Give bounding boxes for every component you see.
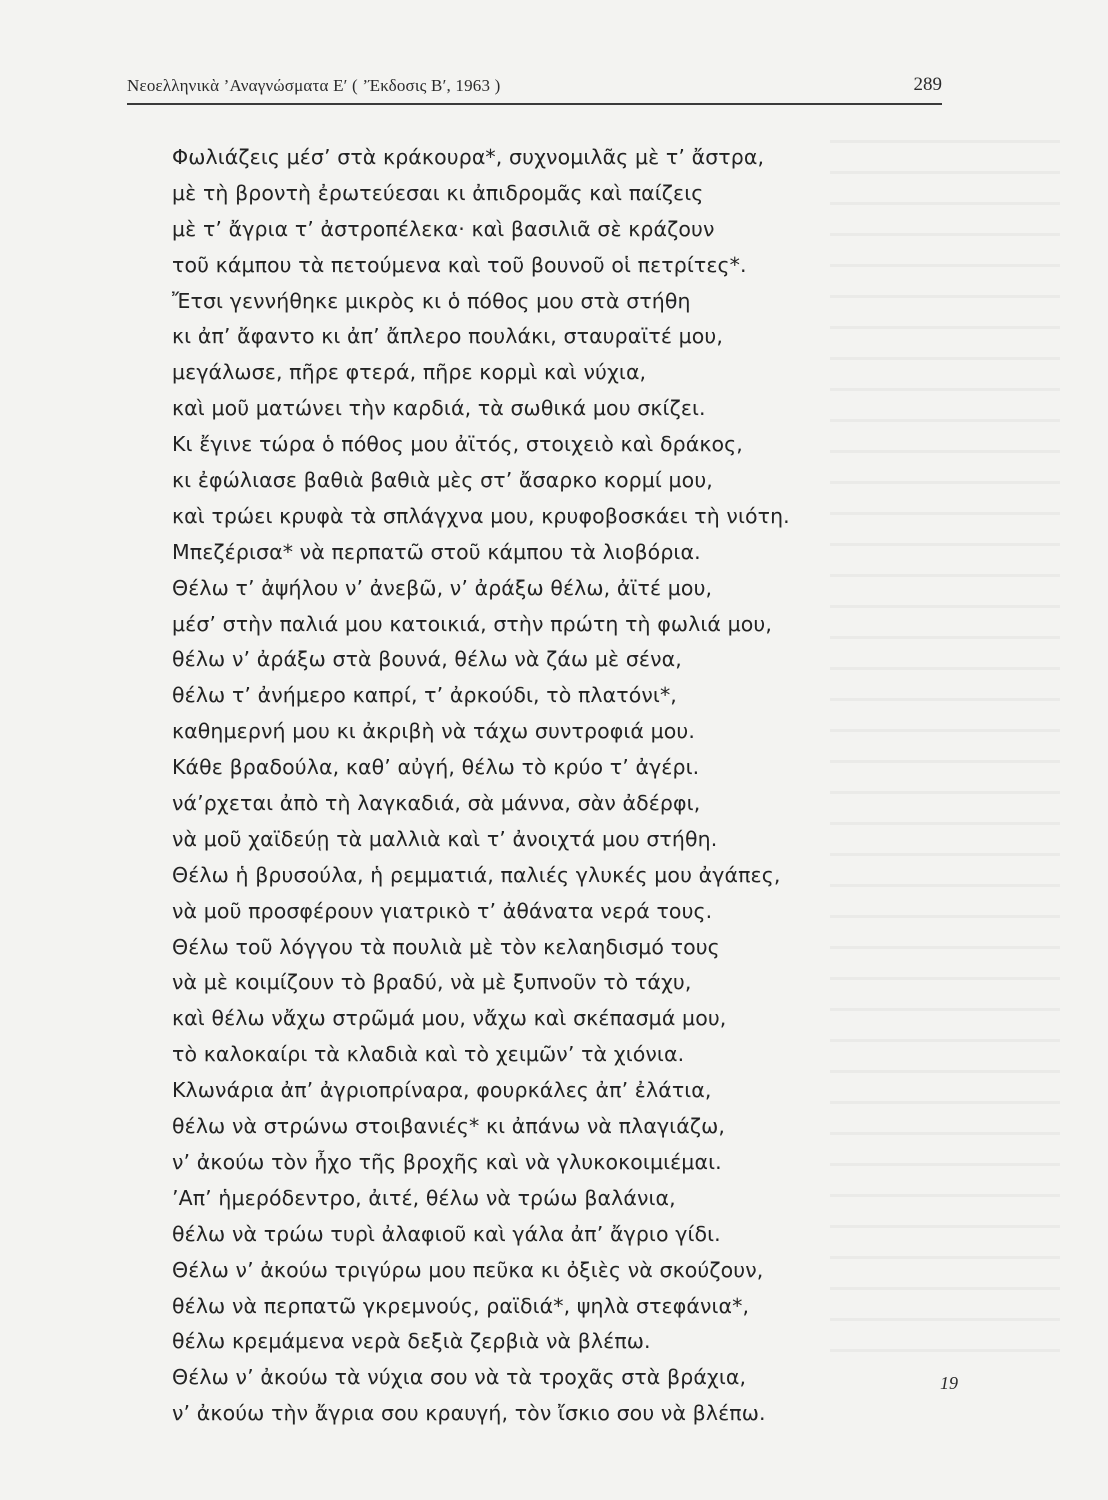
poem-line: θέλω νὰ στρώνω στοιβανιές* κι ἀπάνω νὰ πλαγιάζω, [172, 1114, 725, 1139]
poem-line: θέλω νὰ περπατῶ γκρεμνούς, ραϊδιά*, ψηλὰ στεφάνια*, [172, 1293, 750, 1318]
poem-line: μεγάλωσε, πῆρε φτερά, πῆρε κορμὶ καὶ νύχια, [172, 360, 647, 385]
poem-line: καὶ μοῦ ματώνει τὴν καρδιά, τὰ σωθικά μου σκίζει. [172, 396, 706, 421]
poem-line: Κλωνάρια ἀπ’ ἀγριοπρίναρα, φουρκάλες ἀπ’ ἐλάτια, [172, 1078, 712, 1103]
poem-line: κι ἀπ’ ἄφαντο κι ἀπ’ ἄπλερο πουλάκι, σταυραϊτέ μου, [172, 324, 724, 349]
poem-line: ’Απ’ ἡμερόδεντρο, ἀιτέ, θέλω νὰ τρώω βαλάνια, [172, 1185, 676, 1210]
poem-line: Θέλω ἡ βρυσούλα, ἡ ρεμματιά, παλιές γλυκές μου ἀγάπες, [172, 862, 781, 887]
poem-line: Ἔτσι γεννήθηκε μικρὸς κι ὁ πόθος μου στὰ στήθη [172, 288, 691, 313]
poem-text [172, 140, 972, 1432]
poem-line: Θέλω ν’ ἀκούω τὰ νύχια σου νὰ τὰ τροχᾶς στὰ βράχια, [172, 1365, 747, 1390]
poem-line: Θέλω τοῦ λόγγου τὰ πουλιὰ μὲ τὸν κελαηδισμό τους [172, 934, 720, 959]
poem-line: Κάθε βραδούλα, καθ’ αὐγή, θέλω τὸ κρύο τ’ ἀγέρι. [172, 755, 700, 780]
poem-line: θέλω ν’ ἀράξω στὰ βουνά, θέλω νὰ ζάω μὲ σένα, [172, 647, 682, 672]
poem-line: τὸ καλοκαίρι τὰ κλαδιὰ καὶ τὸ χειμῶν’ τὰ χιόνια. [172, 1042, 685, 1067]
signature-mark: 19 [940, 1373, 958, 1393]
header-rule [127, 103, 942, 105]
poem-line: θέλω κρεμάμενα νερὰ δεξιὰ ζερβιὰ νὰ βλέπω. [172, 1329, 651, 1354]
poem-line: Κι ἔγινε τώρα ὁ πόθος μου ἀϊτός, στοιχειὸ καὶ δράκος, [172, 432, 743, 457]
poem-line: μὲ τ’ ἄγρια τ’ ἀστροπέλεκα· καὶ βασιλιᾶ σὲ κράζουν [172, 216, 715, 241]
poem-line: νὰ μοῦ χαϊδεύῃ τὰ μαλλιὰ καὶ τ’ ἀνοιχτά μου στήθη. [172, 826, 718, 851]
poem-line: θέλω τ’ ἀνήμερο καπρί, τ’ ἀρκούδι, τὸ πλατόνι*, [172, 683, 677, 708]
poem-line: καθημερνή μου κι ἀκριβὴ νὰ τάχω συντροφιά μου. [172, 719, 695, 744]
poem-line: καὶ θέλω νἄχω στρῶμά μου, νἄχω καὶ σκέπασμά μου, [172, 1006, 727, 1031]
poem-line: Φωλιάζεις μέσ’ στὰ κράκουρα*, συχνομιλᾶς μὲ τ’ ἄστρα, [172, 145, 765, 169]
poem-line: κι ἐφώλιασε βαθιὰ βαθιὰ μὲς στ’ ἄσαρκο κορμί μου, [172, 468, 713, 493]
poem-line: Μπεζέρισα* νὰ περπατῶ στοῦ κάμπου τὰ λιοβόρια. [172, 539, 701, 564]
poem-line: νά’ρχεται ἀπὸ τὴ λαγκαδιά, σὰ μάννα, σὰν ἀδέρφι, [172, 791, 701, 816]
poem-line: Θέλω ν’ ἀκούω τριγύρω μου πεῦκα κι ὀξιὲς νὰ σκούζουν, [172, 1257, 764, 1282]
poem-line: ν’ ἀκούω τὴν ἄγρια σου κραυγή, τὸν ἴσκιο σου νὰ βλέπω. [172, 1401, 766, 1426]
poem-line: νὰ μὲ κοιμίζουν τὸ βραδύ, νὰ μὲ ξυπνοῦν τὸ τάχυ, [172, 970, 692, 995]
poem-line: νὰ μοῦ προσφέρουν γιατρικὸ τ’ ἀθάνατα νερά τους. [172, 898, 713, 923]
poem-line: μέσ’ στὴν παλιά μου κατοικιά, στὴν πρώτη τὴ φωλιά μου, [172, 611, 773, 636]
book-title: Νεοελληνικὰ ’Αναγνώσματα Ε′ ( ’Έκδοσις Β′, 1963 ) [127, 76, 501, 95]
poem-line: μὲ τὴ βροντὴ ἐρωτεύεσαι κι ἀπιδρομᾶς καὶ παίζεις [172, 180, 704, 205]
poem-line: Θέλω τ’ ἀψήλου ν’ ἀνεβῶ, ν’ ἀράξω θέλω, ἀϊτέ μου, [172, 575, 713, 600]
poem-line: τοῦ κάμπου τὰ πετούμενα καὶ τοῦ βουνοῦ οἱ πετρίτες*. [172, 252, 747, 277]
poem-line: ν’ ἀκούω τὸν ἦχο τῆς βροχῆς καὶ νὰ γλυκοκοιμιέμαι. [172, 1149, 722, 1174]
running-header [127, 70, 942, 102]
poem-line: θέλω νὰ τρώω τυρὶ ἀλαφιοῦ καὶ γάλα ἀπ’ ἄγριο γίδι. [172, 1221, 721, 1246]
poem-line: καὶ τρώει κρυφὰ τὰ σπλάγχνα μου, κρυφοβοσκάει τὴ νιότη. [172, 503, 790, 528]
page-number: 289 [913, 74, 942, 95]
